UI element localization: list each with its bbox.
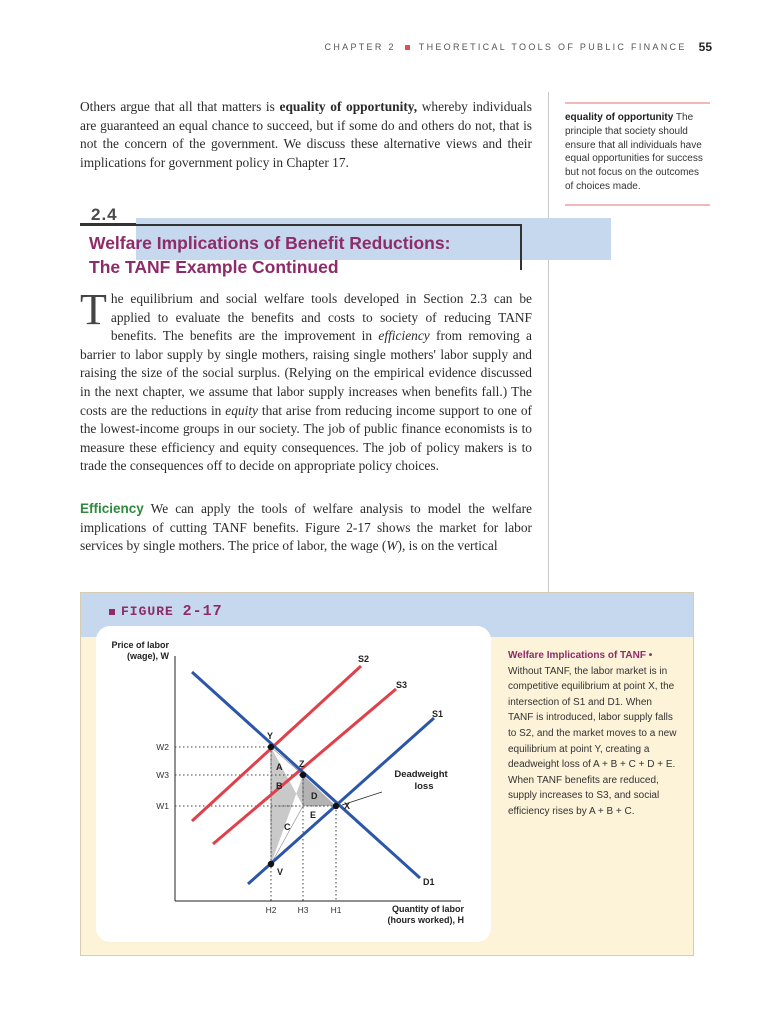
section-number: 2.4 bbox=[91, 205, 118, 224]
para2-italic-efficiency: efficiency bbox=[378, 328, 430, 344]
efficiency-heading: Efficiency bbox=[80, 501, 144, 516]
label-d1: D1 bbox=[423, 877, 435, 887]
caption-text: Without TANF, the labor market is in competitive equilibrium at point X, the intersection of S1 and D1. When TANF is introduced, labor supply falls to S2, and the market moves to a new equilibrium at point Y, creating a deadweight loss of A + B + C + D + E. When TANF benefits are reduced, supply increases to S3, and social efficiency rises by A + B + C. bbox=[508, 665, 677, 817]
label-area-e: E bbox=[310, 810, 317, 820]
label-point-v: V bbox=[277, 867, 284, 877]
y-axis-title-2: (wage), W bbox=[127, 651, 169, 661]
para1-text-b: whereby individuals are guaranteed an equal chance to succeed, but if some do and others do not, that is not the concern of the government. We discuss these alternative views and their implications for government policy in Chapter 17. bbox=[80, 99, 532, 170]
tick-w2: W2 bbox=[156, 742, 169, 752]
labor-market-diagram bbox=[96, 626, 491, 942]
para2-text-c: that arise from reducing income support to one of the lowest-income groups in our society. The job of public finance economists is to measure these efficiency and equity consequences. The job of policy makers is to trade the consequences off to decide on appropriate policy choices. bbox=[80, 402, 532, 474]
dwl-annotation-2: loss bbox=[414, 781, 434, 792]
x-axis-title-2: (hours worked), H bbox=[387, 915, 464, 925]
y-axis-title-1: Price of labor bbox=[111, 640, 169, 650]
drop-cap: T bbox=[80, 285, 107, 334]
para1-bold-term: equality of opportunity, bbox=[279, 99, 418, 114]
supply-curve-s3 bbox=[213, 689, 396, 844]
section-title bbox=[89, 231, 450, 279]
glossary-term: equality of opportunity bbox=[565, 112, 674, 123]
running-head-chapter: CHAPTER 2 bbox=[324, 42, 396, 52]
running-head-title: THEORETICAL TOOLS OF PUBLIC FINANCE bbox=[418, 42, 687, 52]
tick-w1: W1 bbox=[156, 801, 169, 811]
para1-text-a: Others argue that all that matters is bbox=[80, 99, 280, 114]
point-y-marker bbox=[268, 744, 274, 750]
para3-text-a: We can apply the tools of welfare analysis to model the welfare implications of cutting TANF benefits. Figure 2-17 shows the market for labor services by single mothers. The price of labor, the wage ( bbox=[80, 501, 532, 554]
label-point-z: Z bbox=[299, 759, 305, 769]
point-z-marker bbox=[300, 772, 306, 778]
figure-square-icon bbox=[109, 609, 115, 615]
margin-divider bbox=[548, 92, 549, 592]
point-v-marker bbox=[268, 861, 274, 867]
header-square-icon bbox=[405, 45, 410, 50]
para2-italic-equity: equity bbox=[225, 402, 258, 418]
caption-title: Welfare Implications of TANF • bbox=[508, 650, 653, 661]
label-point-y: Y bbox=[267, 731, 274, 741]
figure-label bbox=[109, 603, 223, 620]
dwl-annotation-1: Deadweight bbox=[394, 769, 448, 780]
label-s3: S3 bbox=[396, 680, 408, 690]
para3-text-b: ), is on the vertical bbox=[397, 538, 498, 554]
glossary-definition: The principle that society should ensure that all individuals have equal opportunities for success but not focus on the outcomes of choices made. bbox=[565, 112, 703, 192]
label-s2: S2 bbox=[358, 654, 370, 664]
paragraph-tanf bbox=[80, 285, 532, 476]
label-area-d: D bbox=[311, 791, 318, 801]
para2-text-b: from removing a barrier to labor supply by single mothers, raising single mothers' labor supply and raising the size of the social surplus. (Relying on the empirical evidence discussed in the next chapter, we assume that labor supply increases when benefits fall.) The costs are the reductions in bbox=[80, 328, 532, 418]
tick-h3: H3 bbox=[297, 905, 309, 915]
label-area-b: B bbox=[276, 781, 283, 791]
figure-number: 2-17 bbox=[182, 603, 223, 620]
paragraph-equality bbox=[80, 98, 532, 172]
dwl-region-de bbox=[303, 775, 336, 806]
point-x-marker bbox=[333, 803, 339, 809]
tick-h2: H2 bbox=[265, 905, 277, 915]
section-title-line2: The TANF Example Continued bbox=[89, 257, 339, 277]
section-title-line1: Welfare Implications of Benefit Reductions: bbox=[89, 233, 451, 253]
page-number: 55 bbox=[698, 40, 712, 54]
label-s1: S1 bbox=[432, 709, 444, 719]
glossary-note bbox=[565, 102, 710, 206]
x-axis-title-1: Quantity of labor bbox=[392, 904, 464, 914]
tick-w3: W3 bbox=[156, 770, 169, 780]
para3-italic-w: W bbox=[386, 538, 398, 554]
paragraph-efficiency bbox=[80, 500, 532, 556]
label-area-c: C bbox=[284, 822, 291, 832]
para2-text-a: he equilibrium and social welfare tools developed in Section 2.3 can be applied to evaluate the benefits and costs to society of reducing TANF benefits. The benefits are the improvement in bbox=[110, 291, 532, 344]
tick-h1: H1 bbox=[330, 905, 342, 915]
running-header bbox=[325, 40, 712, 54]
figure-chart-card bbox=[96, 626, 491, 942]
label-area-a: A bbox=[276, 762, 283, 772]
figure-label-word: FIGURE bbox=[121, 604, 174, 619]
figure-caption bbox=[508, 648, 678, 820]
label-point-x: X bbox=[344, 801, 351, 811]
